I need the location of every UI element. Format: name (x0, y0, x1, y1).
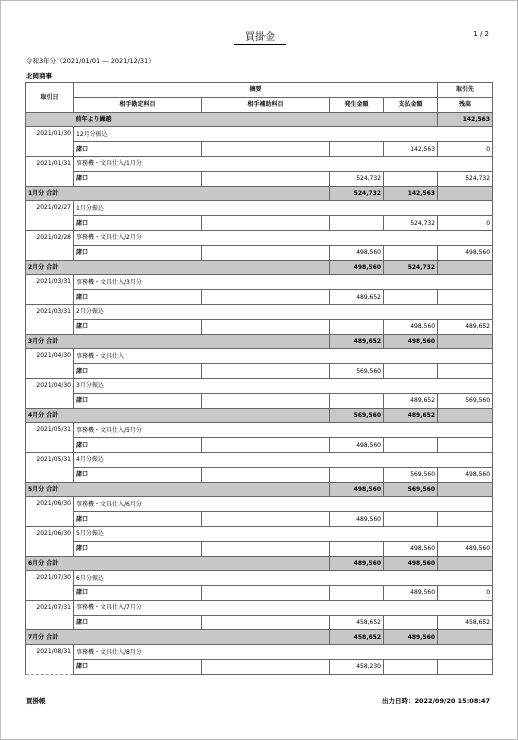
entry-description: 事務機・文具仕入 (74, 349, 493, 364)
monthly-total-row (26, 186, 493, 201)
entry-debit: 524,732 (330, 171, 384, 186)
header-sub-account: 相手補助科目 (202, 97, 330, 112)
total-spacer (74, 408, 330, 423)
entry-detail-row (26, 364, 493, 379)
entry-credit (384, 290, 438, 305)
entry-date: 2021/01/30 (26, 127, 74, 157)
entry-detail-row (26, 438, 493, 453)
header-row-1 (26, 83, 493, 98)
total-balance (438, 186, 493, 201)
entry-credit (384, 438, 438, 453)
total-spacer (74, 260, 330, 275)
entry-debit (330, 393, 384, 408)
total-balance (438, 482, 493, 497)
entry-debit (330, 586, 384, 601)
entry-balance: 489,652 (438, 319, 493, 334)
header-account: 相手勘定科目 (74, 97, 202, 112)
entry-row (26, 497, 493, 512)
total-debit: 569,560 (330, 408, 384, 423)
entry-description: 12月分振込 (74, 127, 493, 142)
entry-sub-account (202, 586, 330, 601)
entry-account: 諸口 (74, 142, 202, 157)
entry-sub-account (202, 615, 330, 630)
total-debit: 458,652 (330, 630, 384, 645)
footer-output-time: 出力日時：2022/09/20 15:08:47 (381, 697, 490, 705)
entry-row (26, 349, 493, 364)
total-balance (438, 334, 493, 349)
monthly-total-row (26, 630, 493, 645)
entry-account: 諸口 (74, 171, 202, 186)
entry-credit: 489,560 (384, 586, 438, 601)
entry-description: 事務機・文具仕入/6月分 (74, 497, 493, 512)
entry-detail-row (26, 615, 493, 630)
header-summary: 摘要 (74, 83, 438, 98)
entry-balance (438, 290, 493, 305)
page-number: 1 / 2 (473, 30, 489, 38)
entry-row (26, 423, 493, 438)
entry-credit: 498,560 (384, 541, 438, 556)
entry-detail-row (26, 319, 493, 334)
entry-debit: 458,230 (330, 660, 384, 675)
entry-detail-row (26, 245, 493, 260)
entry-row (26, 378, 493, 393)
monthly-total-row (26, 556, 493, 571)
entry-debit (330, 216, 384, 231)
entry-balance (438, 512, 493, 527)
entry-row (26, 452, 493, 467)
entry-balance (438, 660, 493, 675)
opening-balance: 142,563 (438, 112, 493, 127)
entry-credit (384, 512, 438, 527)
entry-balance: 489,560 (438, 541, 493, 556)
entry-account: 諸口 (74, 541, 202, 556)
entry-date: 2021/06/30 (26, 526, 74, 556)
entry-date: 2021/08/31 (26, 645, 74, 675)
entry-debit (330, 142, 384, 157)
entry-debit: 498,560 (330, 438, 384, 453)
total-balance (438, 408, 493, 423)
entry-account: 諸口 (74, 467, 202, 482)
monthly-total-row (26, 334, 493, 349)
entry-detail-row (26, 216, 493, 231)
title-underline (234, 44, 286, 45)
total-credit: 489,652 (384, 408, 438, 423)
entry-description: 事務機・文具仕入/2月分 (74, 230, 493, 245)
entry-date: 2021/02/28 (26, 230, 74, 260)
entry-date: 2021/06/30 (26, 497, 74, 527)
total-credit: 524,732 (384, 260, 438, 275)
entry-detail-row (26, 393, 493, 408)
entry-balance: 498,560 (438, 245, 493, 260)
entry-sub-account (202, 290, 330, 305)
monthly-total-row (26, 260, 493, 275)
entry-description: 1月分振込 (74, 201, 493, 216)
entry-debit: 489,652 (330, 290, 384, 305)
entry-sub-account (202, 393, 330, 408)
total-spacer (74, 482, 330, 497)
entry-account: 諸口 (74, 245, 202, 260)
document-title: 買掛金 (245, 32, 275, 43)
partner-name: 北岡商事 (26, 72, 52, 80)
entry-description: 3月分振込 (74, 378, 493, 393)
entry-balance: 0 (438, 216, 493, 231)
entry-account: 諸口 (74, 319, 202, 334)
entry-date: 2021/01/31 (26, 156, 74, 186)
entry-sub-account (202, 467, 330, 482)
entry-balance: 0 (438, 586, 493, 601)
total-debit: 498,560 (330, 482, 384, 497)
entry-row (26, 275, 493, 290)
entry-detail-row (26, 512, 493, 527)
entry-sub-account (202, 245, 330, 260)
entry-credit (384, 660, 438, 675)
entry-sub-account (202, 512, 330, 527)
entry-account: 諸口 (74, 290, 202, 305)
total-credit: 142,563 (384, 186, 438, 201)
entry-description: 4月分振込 (74, 452, 493, 467)
total-debit: 489,652 (330, 334, 384, 349)
entry-row (26, 304, 493, 319)
entry-account: 諸口 (74, 438, 202, 453)
entry-debit (330, 319, 384, 334)
entry-credit: 498,560 (384, 319, 438, 334)
entry-balance: 0 (438, 142, 493, 157)
entry-date: 2021/07/30 (26, 571, 74, 601)
entry-balance: 498,560 (438, 467, 493, 482)
entry-debit: 569,560 (330, 364, 384, 379)
entry-row (26, 127, 493, 142)
header-date: 取引日 (26, 83, 74, 113)
entry-credit (384, 171, 438, 186)
total-debit: 489,560 (330, 556, 384, 571)
entry-sub-account (202, 171, 330, 186)
opening-label: 前年より繰越 (74, 112, 438, 127)
ledger-table (25, 82, 493, 675)
header-partner: 取引先 (438, 83, 493, 98)
footer-ledger-name: 買掛帳 (26, 697, 46, 705)
entry-description: 事務機・文具仕入/8月分 (74, 645, 493, 660)
entry-credit (384, 245, 438, 260)
total-balance (438, 630, 493, 645)
entry-account: 諸口 (74, 216, 202, 231)
entry-detail-row (26, 586, 493, 601)
entry-detail-row (26, 290, 493, 305)
entry-date: 2021/03/31 (26, 275, 74, 305)
total-label: 2月分 合計 (26, 260, 74, 275)
entry-sub-account (202, 541, 330, 556)
entry-sub-account (202, 660, 330, 675)
entry-date: 2021/03/31 (26, 304, 74, 334)
entry-balance (438, 364, 493, 379)
entry-debit: 498,560 (330, 245, 384, 260)
entry-debit: 458,652 (330, 615, 384, 630)
entry-date: 2021/04/30 (26, 378, 74, 408)
opening-row (26, 112, 493, 127)
entry-account: 諸口 (74, 364, 202, 379)
entry-row (26, 156, 493, 171)
total-label: 6月分 合計 (26, 556, 74, 571)
total-label: 4月分 合計 (26, 408, 74, 423)
entry-balance (438, 438, 493, 453)
entry-credit (384, 615, 438, 630)
total-balance (438, 260, 493, 275)
header-balance: 残高 (438, 97, 493, 112)
entry-sub-account (202, 142, 330, 157)
total-label: 7月分 合計 (26, 630, 74, 645)
entry-detail-row (26, 171, 493, 186)
entry-detail-row (26, 660, 493, 675)
entry-row (26, 230, 493, 245)
total-credit: 489,560 (384, 630, 438, 645)
ledger-body (26, 112, 493, 674)
total-debit: 498,560 (330, 260, 384, 275)
entry-balance: 458,652 (438, 615, 493, 630)
entry-date: 2021/02/27 (26, 201, 74, 231)
monthly-total-row (26, 408, 493, 423)
entry-sub-account (202, 438, 330, 453)
entry-description: 5月分振込 (74, 526, 493, 541)
entry-row (26, 600, 493, 615)
entry-description: 事務機・文具仕入/7月分 (74, 600, 493, 615)
entry-debit: 489,560 (330, 512, 384, 527)
total-spacer (74, 334, 330, 349)
total-label: 5月分 合計 (26, 482, 74, 497)
entry-credit (384, 364, 438, 379)
total-credit: 569,560 (384, 482, 438, 497)
total-label: 1月分 合計 (26, 186, 74, 201)
total-credit: 498,560 (384, 334, 438, 349)
header-row-2 (26, 97, 493, 112)
header-credit: 支払金額 (384, 97, 438, 112)
entry-row (26, 645, 493, 660)
period-label: 令和3年分（2021/01/01 ― 2021/12/31） (26, 57, 155, 65)
entry-detail-row (26, 541, 493, 556)
header-debit: 発生金額 (330, 97, 384, 112)
entry-account: 諸口 (74, 586, 202, 601)
entry-sub-account (202, 319, 330, 334)
entry-account: 諸口 (74, 660, 202, 675)
total-spacer (74, 186, 330, 201)
total-label: 3月分 合計 (26, 334, 74, 349)
entry-description: 2月分振込 (74, 304, 493, 319)
total-credit: 498,560 (384, 556, 438, 571)
entry-credit: 524,732 (384, 216, 438, 231)
entry-description: 事務機・文具仕入/3月分 (74, 275, 493, 290)
entry-detail-row (26, 467, 493, 482)
entry-row (26, 526, 493, 541)
entry-date: 2021/05/31 (26, 452, 74, 482)
entry-debit (330, 541, 384, 556)
entry-row (26, 201, 493, 216)
total-debit: 524,732 (330, 186, 384, 201)
total-spacer (74, 630, 330, 645)
entry-date: 2021/07/31 (26, 600, 74, 630)
entry-row (26, 571, 493, 586)
entry-description: 事務機・文具仕入/1月分 (74, 156, 493, 171)
entry-account: 諸口 (74, 512, 202, 527)
monthly-total-row (26, 482, 493, 497)
entry-detail-row (26, 142, 493, 157)
entry-balance: 569,560 (438, 393, 493, 408)
entry-description: 事務機・文具仕入/5月分 (74, 423, 493, 438)
entry-sub-account (202, 364, 330, 379)
total-balance (438, 556, 493, 571)
entry-balance: 524,732 (438, 171, 493, 186)
total-spacer (74, 556, 330, 571)
entry-sub-account (202, 216, 330, 231)
entry-account: 諸口 (74, 393, 202, 408)
entry-account: 諸口 (74, 615, 202, 630)
entry-description: 6月分振込 (74, 571, 493, 586)
entry-date: 2021/05/31 (26, 423, 74, 453)
entry-date: 2021/04/30 (26, 349, 74, 379)
entry-debit (330, 467, 384, 482)
entry-credit: 142,563 (384, 142, 438, 157)
entry-credit: 489,652 (384, 393, 438, 408)
entry-credit: 569,560 (384, 467, 438, 482)
